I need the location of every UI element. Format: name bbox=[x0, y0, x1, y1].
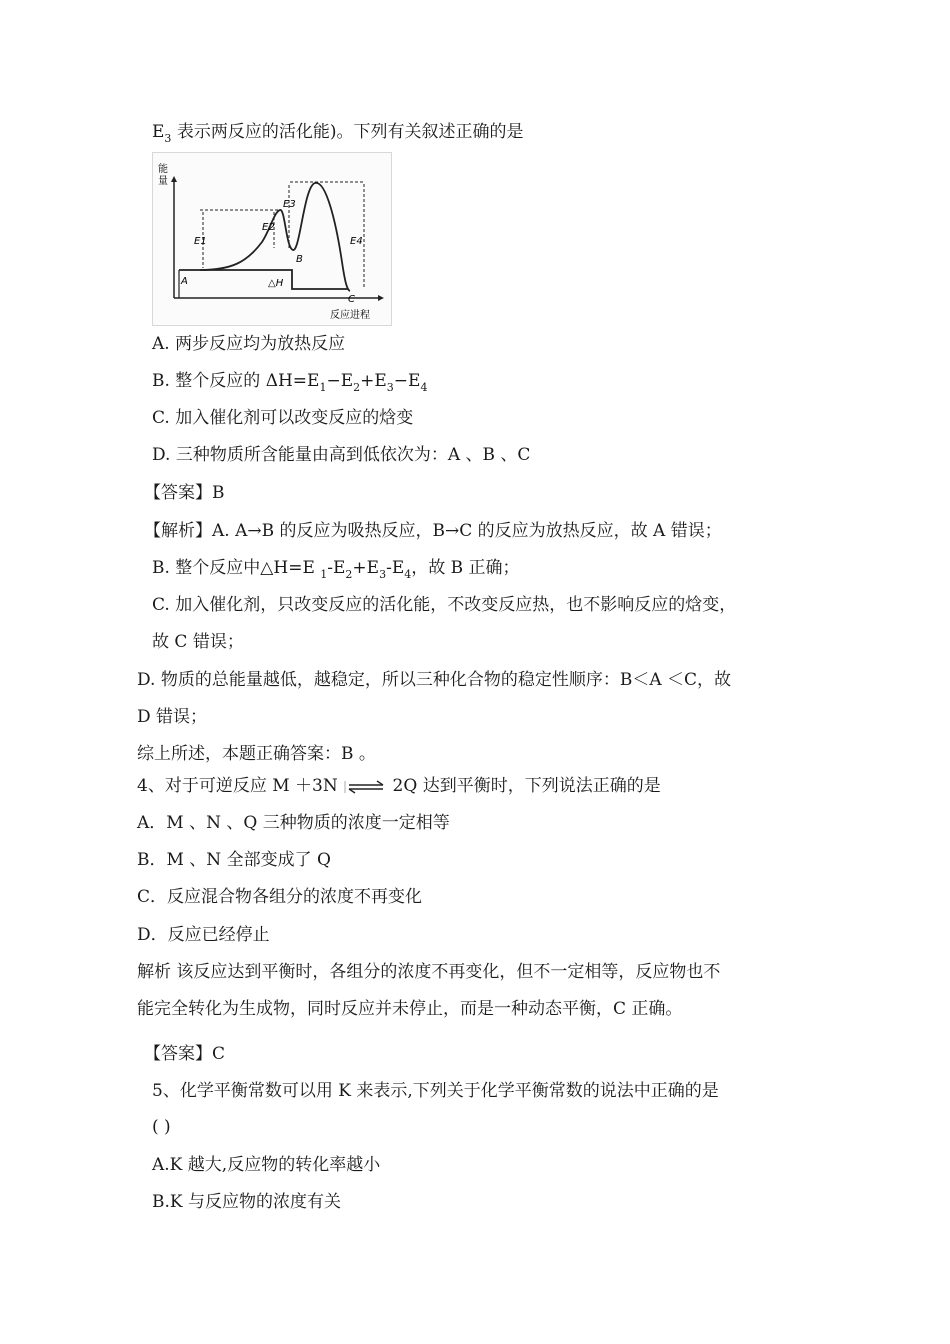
q4-stem: 4、对于可逆反应 M ＋3N 2Q 达到平衡时，下列说法正确的是 bbox=[137, 776, 661, 796]
q4-option-a: A．M 、N 、Q 三种物质的浓度一定相等 bbox=[137, 813, 450, 833]
q3-option-a: A. 两步反应均为放热反应 bbox=[152, 334, 346, 354]
intro-line bbox=[152, 121, 523, 145]
label-e4: E4 bbox=[350, 236, 363, 247]
q5-option-a: A.K 越大,反应物的转化率越小 bbox=[152, 1155, 381, 1175]
q5-paren: ( ) bbox=[152, 1117, 171, 1137]
q4-analysis-2: 能完全转化为生成物，同时反应并未停止，而是一种动态平衡，C 正确。 bbox=[137, 999, 683, 1019]
e3-subscript: 3 bbox=[164, 132, 172, 145]
energy-diagram-svg bbox=[152, 152, 392, 326]
y-label-2: 量 bbox=[158, 176, 168, 187]
q5-stem: 5、化学平衡常数可以用 K 来表示,下列关于化学平衡常数的说法中正确的是 bbox=[152, 1081, 719, 1101]
q3-analysis-2: B. 整个反应中△H=E $_1-E_2+E_3-E_4$，故 B 正确； bbox=[152, 558, 520, 581]
label-dh: △H bbox=[268, 278, 284, 289]
q4-option-c: C．反应混合物各组分的浓度不再变化 bbox=[137, 887, 423, 907]
e3-symbol: E bbox=[152, 122, 165, 142]
q4-option-d: D．反应已经停止 bbox=[137, 925, 270, 945]
q3-option-b: B. 整个反应的 $\Delta H=E_1-E_2+E_3-E_4$ bbox=[152, 371, 428, 394]
q4-option-b: B．M 、N 全部变成了 Q bbox=[137, 850, 331, 870]
q3-summary: 综上所述，本题正确答案：B 。 bbox=[137, 744, 376, 764]
label-e1: E1 bbox=[194, 236, 207, 247]
q3-option-c: C. 加入催化剂可以改变反应的焓变 bbox=[152, 408, 414, 428]
intro-text: 表示两反应的活化能)。下列有关叙述正确的是 bbox=[176, 122, 524, 142]
q3-analysis-4b: D 错误； bbox=[137, 707, 208, 727]
q3-analysis-3b: 故 C 错误； bbox=[152, 632, 244, 652]
label-a: A bbox=[181, 276, 188, 287]
label-e3: E3 bbox=[283, 199, 296, 210]
label-e2: E2 bbox=[262, 222, 275, 233]
label-c: C bbox=[348, 294, 355, 305]
equilibrium-arrow-icon bbox=[343, 780, 387, 794]
q3-analysis-4: D. 物质的总能量越低，越稳定，所以三种化合物的稳定性顺序：B＜A ＜C，故 bbox=[137, 670, 732, 690]
q4-answer: 【答案】C bbox=[144, 1044, 226, 1064]
q3-analysis-1: 【解析】A. A→B 的反应为吸热反应，B→C 的反应为放热反应，故 A 错误； bbox=[144, 521, 722, 541]
q3-answer: 【答案】B bbox=[144, 483, 225, 503]
q3-option-d: D. 三种物质所含能量由高到低依次为：A 、B 、C bbox=[152, 445, 531, 465]
energy-diagram bbox=[152, 152, 392, 326]
q4-analysis-1: 解析 该反应达到平衡时，各组分的浓度不再变化，但不一定相等，反应物也不 bbox=[137, 962, 721, 982]
label-b: B bbox=[296, 254, 303, 265]
y-label-1: 能 bbox=[158, 164, 168, 175]
q5-option-b: B.K 与反应物的浓度有关 bbox=[152, 1192, 342, 1212]
q3-analysis-3: C. 加入催化剂，只改变反应的活化能，不改变反应热，也不影响反应的焓变， bbox=[152, 595, 737, 615]
x-label: 反应进程 bbox=[330, 310, 370, 321]
